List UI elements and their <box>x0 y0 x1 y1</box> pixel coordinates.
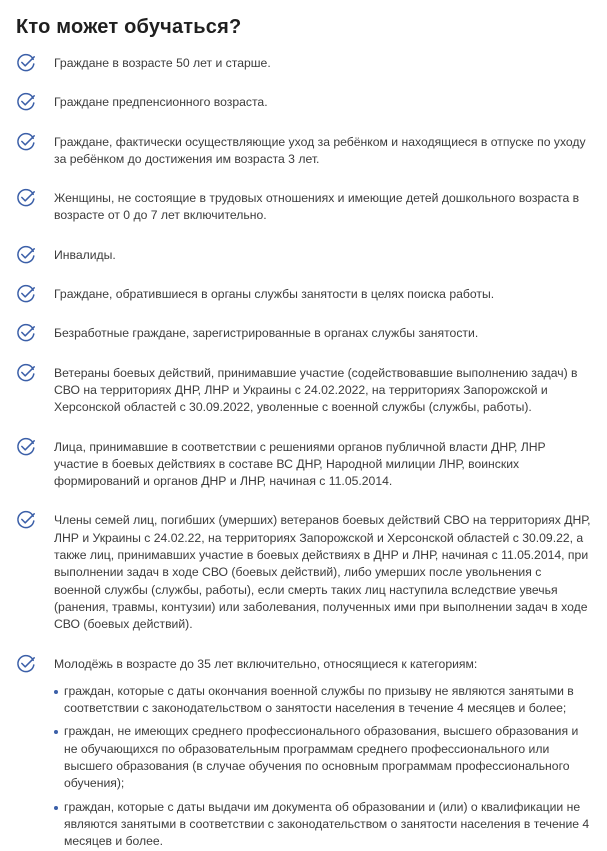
check-circle-icon <box>16 510 36 530</box>
check-circle-icon <box>16 92 36 112</box>
eligibility-list <box>16 55 591 851</box>
list-item-text: Граждане предпенсионного возраста. <box>54 95 268 110</box>
list-item-text: Безработные граждане, зарегистрированные в органах службы занятости. <box>54 326 479 341</box>
list-item <box>16 94 591 111</box>
list-item <box>16 286 591 303</box>
list-item <box>16 512 591 633</box>
check-circle-icon <box>16 323 36 343</box>
list-item-text: Члены семей лиц, погибших (умерших) ветеранов боевых действий СВО на территориях ДНР, ЛНР и Украины с 24.02.22, на территориях Запорожской и Херсонской областей с 30.09.22, а также лиц, принимавших участие в боевых действиях в ДНР и ЛНР, начиная с 11.05.2014, при выполнении задач в ходе СВО (боевых действий), либо умерших после увольнения с военной службы (службы, работы), если смерть таких лиц наступила вследствие увечья (ранения, травмы, контузии) или заболевания, полученных ими при выполнении задач в ходе СВО (боевых действий). <box>54 513 591 632</box>
page-title: Кто может обучаться? <box>16 16 242 38</box>
list-item <box>16 439 591 491</box>
list-item-text: Граждане в возрасте 50 лет и старше. <box>54 56 271 70</box>
list-item-text: Ветераны боевых действий, принимавшие участие (содействовавшие выполнению задач) в СВО на территориях ДНР, ЛНР и Украины с 24.02.2022, на территориях Запорожской и Херсонской областей с 30.09.2022, уволенные с военной службы (службы, работы). <box>54 365 578 415</box>
list-item-text: Молодёжь в возрасте до 35 лет включительно, относящиеся к категориям: <box>54 656 478 671</box>
list-item <box>16 134 591 169</box>
bullet-icon <box>54 730 58 734</box>
bullet-icon <box>54 690 58 694</box>
check-circle-icon <box>16 363 36 383</box>
list-item <box>16 55 591 72</box>
check-circle-icon <box>16 245 36 265</box>
check-circle-icon <box>16 284 36 304</box>
bullet-icon <box>54 806 58 810</box>
check-circle-icon <box>16 53 36 73</box>
check-circle-icon <box>16 132 36 152</box>
list-item-text: Женщины, не состоящие в трудовых отношениях и имеющие детей дошкольного возраста в возрасте от 0 до 7 лет включительно. <box>54 191 580 223</box>
sub-list-item-text: граждан, которые с даты выдачи им документа об образовании и (или) о квалификации не являются занятыми в соответствии с законодательством о занятости населения в течение 4 месяцев и более. <box>64 799 590 849</box>
list-item-text: Граждане, обратившиеся в органы службы занятости в целях поиска работы. <box>54 287 495 302</box>
check-circle-icon <box>16 437 36 457</box>
list-item <box>16 365 591 417</box>
sub-list-item-text: граждан, не имеющих среднего профессионального образования, высшего образования и не обучающихся по образовательным программам среднего профессионального или высшего образования (в случае обучения по основным программам профессионального обучения); <box>64 724 579 791</box>
sub-list-item-text: граждан, которые с даты окончания военной службы по призыву не являются занятыми в соответствии с законодательством о занятости населения в течение 4 месяцев и более; <box>64 683 574 716</box>
sub-list-item <box>54 799 591 851</box>
check-circle-icon <box>16 188 36 208</box>
list-item <box>16 190 591 225</box>
sub-list <box>54 683 591 851</box>
sub-list-item <box>54 683 591 718</box>
list-item <box>16 656 591 851</box>
list-item-text: Инвалиды. <box>54 247 116 262</box>
list-item <box>16 325 591 342</box>
list-item <box>16 247 591 264</box>
list-item-text: Лица, принимавшие в соответствии с решениями органов публичной власти ДНР, ЛНР участие в боевых действиях в составе ВС ДНР, Народной милиции ЛНР, воинских формирований и органов ДНР и ЛНР, начиная с 11.05.2014. <box>54 439 546 489</box>
check-circle-icon <box>16 654 36 674</box>
sub-list-item <box>54 723 591 792</box>
list-item-text: Граждане, фактически осуществляющие уход за ребёнком и находящиеся в отпуске по уходу за ребёнком до достижения им возраста 3 лет. <box>54 134 586 166</box>
